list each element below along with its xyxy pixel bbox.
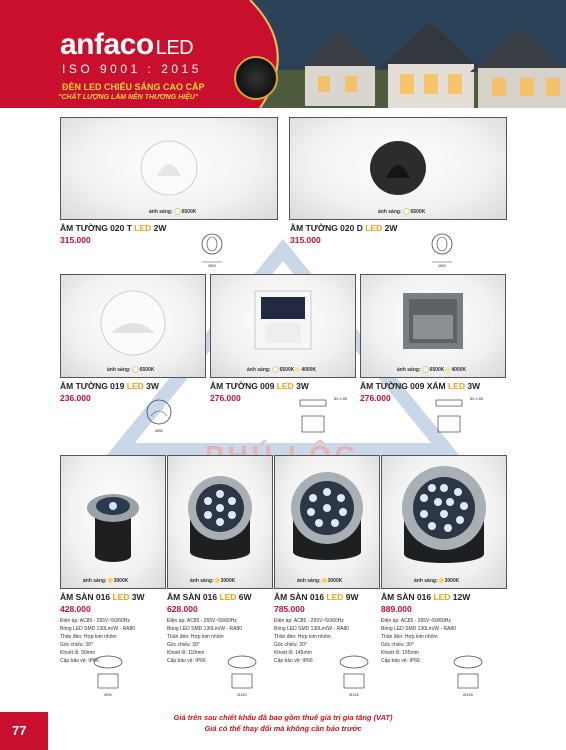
dimension-drawing — [198, 222, 248, 268]
page-number: 77 — [12, 723, 27, 738]
product-image-box — [60, 117, 278, 220]
spec-line: Thân đèn: Hợp kim nhôm — [381, 634, 438, 640]
spec-line: Góc chiếu: 30° — [274, 642, 307, 648]
product-image-box — [360, 274, 506, 378]
spec-line: Điện áp: AC85 - 265V~50/60Hz — [167, 618, 237, 624]
iso-certification: ISO 9001 : 2015 — [62, 62, 202, 76]
spec-line: Bóng LED SMD 130Lm/W - RA80 — [60, 626, 136, 632]
spec-line: Thân đèn: Hợp kim nhôm — [274, 634, 331, 640]
product-price: 276.000 — [360, 393, 391, 403]
spec-line: Khoét lỗ: 155mm — [381, 650, 419, 656]
product-price: 889.000 — [381, 604, 412, 614]
light-color-badge: ánh sáng: 6500K — [107, 366, 155, 373]
spec-line: Thân đèn: Hợp kim nhôm — [60, 634, 117, 640]
spec-line: Khoét lỗ: 90mm — [60, 650, 96, 656]
svg-text:Ø110: Ø110 — [237, 692, 247, 697]
light-color-badge: ánh sáng: 6500K 4000K — [247, 366, 317, 373]
spec-line: Khoét lỗ: 110mm — [167, 650, 205, 656]
dimension-drawing — [428, 222, 478, 268]
light-color-badge: ánh sáng: 3000K — [190, 578, 236, 584]
light-color-badge: ánh sáng: 3000K — [414, 578, 460, 584]
product-image-box — [60, 274, 206, 378]
spec-line: Điện áp: AC85 - 265V~50/60Hz — [381, 618, 451, 624]
product-price: 315.000 — [290, 235, 321, 245]
light-color-badge: ánh sáng: 3000K — [297, 578, 343, 584]
dimension-drawing — [88, 652, 136, 698]
spec-line: Bóng LED SMD 130Lm/W - RA80 — [381, 626, 457, 632]
floor-light-9w-icon — [275, 456, 379, 588]
product-image-box — [289, 117, 507, 220]
floor-light-6w-icon — [168, 456, 272, 588]
svg-text:Ø63: Ø63 — [208, 263, 216, 268]
wall-light-black-icon — [290, 118, 506, 219]
spec-line: Điện áp: AC85 - 265V~50/60Hz — [274, 618, 344, 624]
light-color-badge: ánh sáng: 6500K — [149, 208, 197, 215]
footer-note — [0, 712, 566, 734]
spec-line: Thân đèn: Hợp kim nhôm — [167, 634, 224, 640]
spec-line: Góc chiếu: 30° — [167, 642, 200, 648]
floor-light-3w-icon — [61, 456, 165, 588]
product-name: ÂM TƯỜNG 009 XÁM LED 3W — [360, 381, 481, 391]
product-image-box — [381, 455, 507, 589]
product-image-box — [274, 455, 380, 589]
spec-line: Cấp bảo vệ: IP66 — [274, 658, 313, 664]
product-name: ÂM SÀN 016 LED 3W — [60, 592, 145, 602]
spec-line: Cấp bảo vệ: IP66 — [60, 658, 99, 664]
svg-text:Ø155: Ø155 — [463, 692, 473, 697]
dimension-drawing — [222, 652, 270, 698]
product-specs — [381, 617, 456, 665]
light-color-badge: ánh sáng: 6500K — [378, 208, 426, 215]
spec-line: Góc chiếu: 30° — [60, 642, 93, 648]
product-name: ÂM TƯỜNG 020 D LED 2W — [290, 223, 398, 233]
dimension-drawing — [432, 394, 492, 444]
spec-line: Khoét lỗ: 145mm — [274, 650, 312, 656]
product-price: 785.000 — [274, 604, 305, 614]
product-name: ÂM TƯỜNG 019 LED 3W — [60, 381, 159, 391]
header-tagline: "CHẤT LƯỢNG LÀM NÊN THƯƠNG HIỆU" — [58, 94, 199, 101]
svg-text:Ø85: Ø85 — [155, 428, 163, 433]
product-price: 315.000 — [60, 235, 91, 245]
product-name: ÂM TƯỜNG 020 T LED 2W — [60, 223, 167, 233]
brand-logo: anfaco LED — [60, 28, 194, 61]
product-name: ÂM SÀN 016 LED 12W — [381, 592, 471, 602]
product-name: ÂM TƯỜNG 009 LED 3W — [210, 381, 309, 391]
spec-line: Bóng LED SMD 130Lm/W - RA80 — [167, 626, 243, 632]
spec-line: Bóng LED SMD 130Lm/W - RA80 — [274, 626, 350, 632]
product-name: ÂM SÀN 016 LED 6W — [167, 592, 252, 602]
floor-light-12w-icon — [382, 456, 506, 588]
product-image-box — [60, 455, 166, 589]
svg-text:85 x 85: 85 x 85 — [334, 396, 348, 401]
spec-line: Điện áp: AC85 - 265V~50/60Hz — [60, 618, 130, 624]
dimension-drawing — [334, 652, 382, 698]
footer-line-price-change: Giá có thể thay đổi mà không cần báo trước — [204, 724, 362, 733]
footer-line-vat: Giá trên sau chiết khấu đã bao gồm thuế giá trị gia tăng (VAT) — [173, 713, 393, 722]
header-slogan: ĐÈN LED CHIẾU SÁNG CAO CẤP — [62, 82, 205, 92]
light-color-badge: ánh sáng: 6500K 4000K — [397, 366, 467, 373]
product-price: 428.000 — [60, 604, 91, 614]
product-image-box — [210, 274, 356, 378]
spec-line: Cấp bảo vệ: IP66 — [381, 658, 420, 664]
product-price: 628.000 — [167, 604, 198, 614]
spec-line: Cấp bảo vệ: IP66 — [167, 658, 206, 664]
dimension-drawing — [296, 394, 356, 444]
product-name: ÂM SÀN 016 LED 9W — [274, 592, 359, 602]
svg-text:Ø90: Ø90 — [104, 692, 112, 697]
product-price: 276.000 — [210, 393, 241, 403]
svg-text:Ø63: Ø63 — [438, 263, 446, 268]
wall-light-square-grey-icon — [361, 275, 505, 377]
product-image-box — [167, 455, 273, 589]
wall-light-round-white-icon — [61, 275, 205, 377]
svg-text:Ø145: Ø145 — [349, 692, 359, 697]
dimension-drawing — [143, 392, 193, 434]
dimension-drawing — [448, 652, 496, 698]
wall-light-square-white-icon — [211, 275, 355, 377]
wall-light-white-icon — [61, 118, 277, 219]
svg-text:85 x 85: 85 x 85 — [470, 396, 484, 401]
product-price: 236.000 — [60, 393, 91, 403]
light-color-badge: ánh sáng: 3000K — [83, 578, 129, 584]
spec-line: Góc chiếu: 30° — [381, 642, 414, 648]
